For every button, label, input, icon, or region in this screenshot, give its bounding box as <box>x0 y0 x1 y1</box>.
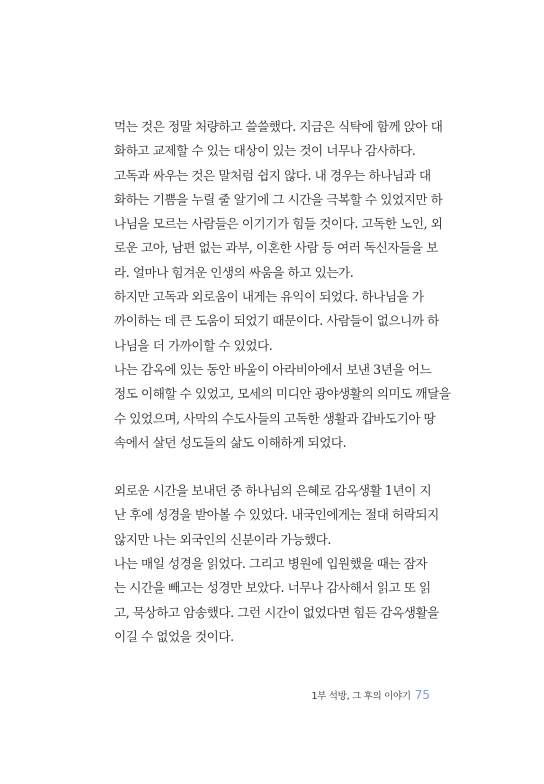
text-line: 하지만 고독과 외로움이 내게는 유익이 되었다. 하나님을 가 <box>114 289 424 305</box>
paragraph <box>114 115 443 164</box>
text-line: 않지만 나는 외국인의 신분이라 가능했다. <box>114 531 331 547</box>
text-line: 수 있었으며, 사막의 수도사들의 고독한 생활과 갑바도기아 땅 <box>114 410 436 426</box>
text-line: 먹는 것은 정말 처량하고 쓸쓸했다. 지금은 식탁에 함께 앉아 대 <box>114 119 443 134</box>
text-line: 난 후에 성경을 받아볼 수 있었다. 내국인에게는 절대 허락되지 <box>114 507 439 523</box>
text-line: 는 시간을 빼고는 성경만 보았다. 너무나 감사해서 읽고 또 읽 <box>114 580 431 596</box>
text-line: 이길 수 없었을 것이다. <box>114 628 234 644</box>
paragraph <box>114 479 439 552</box>
text-line: 속에서 살던 성도들의 삶도 이해하게 되었다. <box>114 434 347 450</box>
body-text <box>114 115 451 649</box>
text-line: 화하는 기쁨을 누릴 줄 알기에 그 시간을 극복할 수 있었지만 하 <box>114 191 443 207</box>
text-line: 정도 이해할 수 있었고, 모세의 미디안 광야생활의 의미도 깨달을 <box>114 386 451 402</box>
paragraph <box>114 358 451 455</box>
text-line: 고독과 싸우는 것은 말처럼 쉽지 않다. 내 경우는 하나님과 대 <box>114 167 431 183</box>
text-line: 나님을 모르는 사람들은 이기기가 힘들 것이다. 고독한 노인, 외 <box>114 216 443 232</box>
text-line: 외로운 시간을 보내던 중 하나님의 은혜로 감옥생활 1년이 지 <box>114 483 432 499</box>
text-line: 화하고 교제할 수 있는 대상이 있는 것이 너무나 감사하다. <box>114 143 416 159</box>
text-line: 라. 얼마나 힘겨운 인생의 싸움을 하고 있는가. <box>114 264 354 280</box>
paragraph <box>114 285 439 358</box>
text-line: 까이하는 데 큰 도움이 되었기 때문이다. 사람들이 없으니까 하 <box>114 313 439 329</box>
chapter-title: 1부 석방, 그 후의 이야기 <box>311 691 411 702</box>
page-number: 75 <box>414 688 430 702</box>
text-line: 고, 묵상하고 암송했다. 그런 시간이 없었다면 힘든 감옥생활을 <box>114 604 439 620</box>
text-line: 나는 감옥에 있는 동안 바울이 아라비아에서 보낸 3년을 어느 <box>114 361 432 377</box>
text-line: 나는 매일 성경을 읽었다. 그리고 병원에 입원했을 때는 잠자 <box>114 556 428 572</box>
paragraph <box>114 552 439 649</box>
paragraph <box>114 164 443 285</box>
section-break <box>114 455 439 479</box>
page-footer <box>300 688 430 702</box>
text-line: 나님을 더 가까이할 수 있었다. <box>114 337 273 353</box>
text-line: 로운 고아, 남편 없는 과부, 이혼한 사람 등 여러 독신자들을 보 <box>114 240 438 256</box>
